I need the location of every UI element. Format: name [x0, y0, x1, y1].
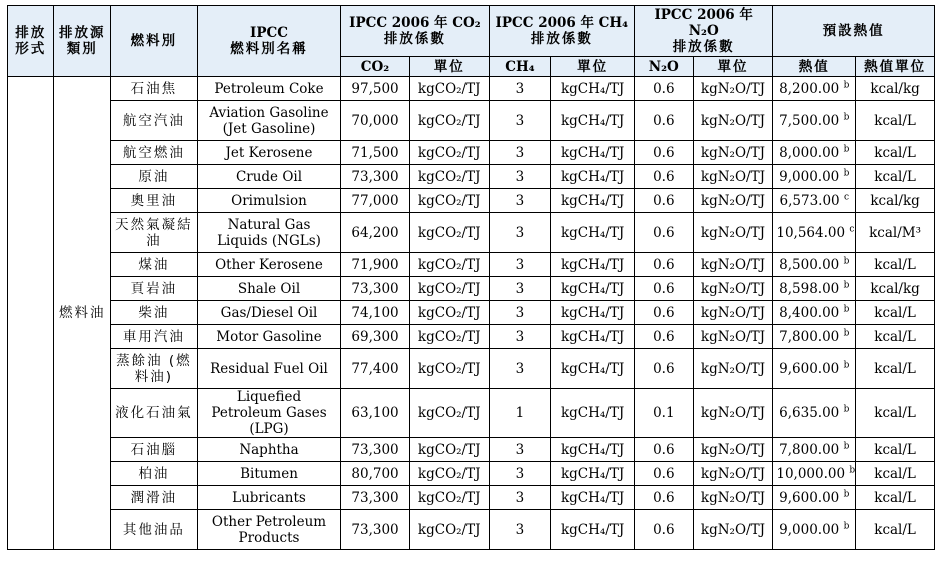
heat-value: 8,400.00: [779, 304, 840, 321]
heat-value-cell: [773, 277, 856, 301]
header-co2: CO₂: [341, 57, 410, 77]
co2-unit-cell: kgCO₂/TJ: [409, 462, 489, 486]
n2o-value-cell: 0.6: [635, 101, 694, 141]
heat-note: c: [849, 224, 855, 234]
n2o-unit-cell: kgN₂O/TJ: [693, 301, 773, 325]
heat-value: 8,500.00: [779, 256, 840, 273]
heat-value: 8,598.00: [779, 280, 840, 297]
header-ch4-group-line2: 排放係數: [530, 31, 593, 47]
ch4-unit-cell: kgCH₄/TJ: [551, 389, 635, 438]
heat-value: 9,600.00: [779, 360, 840, 377]
heat-note: b: [843, 80, 850, 90]
co2-value-cell: 80,700: [341, 462, 410, 486]
ch4-unit-cell: kgCH₄/TJ: [551, 277, 635, 301]
fuel-en-cell: Shale Oil: [197, 277, 340, 301]
table-row: [8, 510, 935, 550]
heat-note: b: [843, 441, 850, 451]
header-heat-group: 預設熱值: [773, 6, 935, 57]
header-n2o-group-line2: 排放係數: [672, 39, 735, 55]
co2-unit-cell: kgCO₂/TJ: [409, 77, 489, 101]
fuel-en-cell: Liquefied Petroleum Gases (LPG): [197, 389, 340, 438]
fuel-en-cell: Aviation Gasoline (Jet Gasoline): [197, 101, 340, 141]
co2-unit-cell: kgCO₂/TJ: [409, 325, 489, 349]
heat-note: b: [843, 280, 850, 290]
n2o-value-cell: 0.6: [635, 349, 694, 389]
n2o-unit-cell: kgN₂O/TJ: [693, 438, 773, 462]
table-row: [8, 301, 935, 325]
header-n2o-unit: 單位: [693, 57, 773, 77]
heat-value: 8,200.00: [779, 80, 840, 97]
heat-unit-cell: kcal/kg: [856, 277, 935, 301]
source-category-cell: 燃料油: [54, 77, 111, 550]
n2o-value-cell: 0.6: [635, 438, 694, 462]
fuel-en-cell: Crude Oil: [197, 165, 340, 189]
heat-value: 6,635.00: [779, 405, 840, 421]
heat-unit-cell: kcal/L: [856, 301, 935, 325]
heat-unit-cell: kcal/L: [856, 438, 935, 462]
table-row: [8, 462, 935, 486]
heat-value-cell: [773, 510, 856, 550]
n2o-unit-cell: kgN₂O/TJ: [693, 389, 773, 438]
heat-note: b: [843, 360, 850, 370]
header-fuel: 燃料別: [110, 6, 197, 77]
co2-value-cell: 97,500: [341, 77, 410, 101]
ch4-value-cell: 3: [489, 253, 551, 277]
ch4-unit-cell: kgCH₄/TJ: [551, 189, 635, 213]
heat-unit-cell: kcal/kg: [856, 189, 935, 213]
table-row: [8, 189, 935, 213]
header-ch4-group-line1: IPCC 2006 年 CH₄: [495, 15, 629, 31]
ch4-unit-cell: kgCH₄/TJ: [551, 462, 635, 486]
fuel-zh-cell: 其他油品: [110, 510, 197, 550]
ch4-value-cell: 3: [489, 213, 551, 253]
heat-value: 8,000.00: [779, 144, 840, 161]
n2o-value-cell: 0.1: [635, 389, 694, 438]
fuel-zh-cell: 天然氣凝結油: [110, 213, 197, 253]
n2o-value-cell: 0.6: [635, 277, 694, 301]
heat-note: b: [843, 328, 850, 338]
co2-value-cell: 73,300: [341, 486, 410, 510]
ch4-value-cell: 1: [489, 389, 551, 438]
table-body: [8, 77, 935, 550]
header-n2o-group-line1: IPCC 2006 年 N₂O: [654, 7, 753, 39]
fuel-zh-cell: 車用汽油: [110, 325, 197, 349]
header-source-category: 排放源類別: [54, 6, 111, 77]
ch4-value-cell: 3: [489, 486, 551, 510]
co2-unit-cell: kgCO₂/TJ: [409, 101, 489, 141]
heat-value-cell: [773, 349, 856, 389]
fuel-zh-cell: 石油腦: [110, 438, 197, 462]
table-row: [8, 213, 935, 253]
co2-unit-cell: kgCO₂/TJ: [409, 389, 489, 438]
co2-unit-cell: kgCO₂/TJ: [409, 349, 489, 389]
heat-value-cell: [773, 301, 856, 325]
ch4-unit-cell: kgCH₄/TJ: [551, 301, 635, 325]
co2-unit-cell: kgCO₂/TJ: [409, 213, 489, 253]
heat-value: 6,573.00: [779, 192, 840, 209]
heat-note: b: [849, 465, 856, 475]
n2o-value-cell: 0.6: [635, 213, 694, 253]
fuel-zh-cell: 奧里油: [110, 189, 197, 213]
header-ch4: CH₄: [489, 57, 551, 77]
heat-unit-cell: kcal/L: [856, 101, 935, 141]
ch4-unit-cell: kgCH₄/TJ: [551, 510, 635, 550]
header-ch4-group: [489, 6, 634, 57]
heat-value-cell: [773, 165, 856, 189]
heat-note: b: [843, 256, 850, 266]
co2-unit-cell: kgCO₂/TJ: [409, 510, 489, 550]
form-cell: [8, 77, 54, 550]
fuel-zh-cell: 柏油: [110, 462, 197, 486]
ch4-value-cell: 3: [489, 349, 551, 389]
n2o-unit-cell: kgN₂O/TJ: [693, 277, 773, 301]
ch4-unit-cell: kgCH₄/TJ: [551, 141, 635, 165]
ch4-value-cell: 3: [489, 462, 551, 486]
fuel-zh-cell: 航空汽油: [110, 101, 197, 141]
co2-value-cell: 73,300: [341, 277, 410, 301]
co2-unit-cell: kgCO₂/TJ: [409, 301, 489, 325]
fuel-en-cell: Gas/Diesel Oil: [197, 301, 340, 325]
co2-unit-cell: kgCO₂/TJ: [409, 486, 489, 510]
header-co2-unit: 單位: [409, 57, 489, 77]
fuel-zh-cell: 原油: [110, 165, 197, 189]
ch4-unit-cell: kgCH₄/TJ: [551, 101, 635, 141]
ch4-value-cell: 3: [489, 101, 551, 141]
co2-value-cell: 71,500: [341, 141, 410, 165]
ch4-unit-cell: kgCH₄/TJ: [551, 325, 635, 349]
heat-value: 9,000.00: [779, 521, 840, 538]
header-ipcc-name-line1: IPCC: [250, 25, 288, 41]
ch4-unit-cell: kgCH₄/TJ: [551, 486, 635, 510]
heat-value: 9,600.00: [779, 489, 840, 506]
heat-note: b: [843, 144, 850, 154]
heat-note: b: [843, 304, 850, 314]
n2o-unit-cell: kgN₂O/TJ: [693, 165, 773, 189]
co2-value-cell: 73,300: [341, 510, 410, 550]
n2o-unit-cell: kgN₂O/TJ: [693, 253, 773, 277]
n2o-value-cell: 0.6: [635, 189, 694, 213]
co2-value-cell: 69,300: [341, 325, 410, 349]
co2-value-cell: 71,900: [341, 253, 410, 277]
ch4-value-cell: 3: [489, 165, 551, 189]
header-ipcc-name: [197, 6, 340, 77]
ch4-value-cell: 3: [489, 325, 551, 349]
table-row: [8, 253, 935, 277]
ch4-unit-cell: kgCH₄/TJ: [551, 213, 635, 253]
table-row: [8, 486, 935, 510]
fuel-en-cell: Residual Fuel Oil: [197, 349, 340, 389]
n2o-unit-cell: kgN₂O/TJ: [693, 77, 773, 101]
header-co2-group-line1: IPCC 2006 年 CO₂: [349, 15, 481, 31]
heat-note: b: [843, 489, 850, 499]
heat-unit-cell: kcal/L: [856, 349, 935, 389]
co2-value-cell: 74,100: [341, 301, 410, 325]
ch4-value-cell: 3: [489, 277, 551, 301]
co2-unit-cell: kgCO₂/TJ: [409, 253, 489, 277]
co2-value-cell: 63,100: [341, 389, 410, 438]
header-n2o: N₂O: [635, 57, 694, 77]
table-row: [8, 389, 935, 438]
table-row: [8, 325, 935, 349]
ch4-value-cell: 3: [489, 77, 551, 101]
n2o-unit-cell: kgN₂O/TJ: [693, 462, 773, 486]
ch4-unit-cell: kgCH₄/TJ: [551, 165, 635, 189]
n2o-unit-cell: kgN₂O/TJ: [693, 349, 773, 389]
header-ch4-unit: 單位: [551, 57, 635, 77]
header-co2-group: [341, 6, 489, 57]
co2-unit-cell: kgCO₂/TJ: [409, 141, 489, 165]
n2o-value-cell: 0.6: [635, 301, 694, 325]
n2o-unit-cell: kgN₂O/TJ: [693, 189, 773, 213]
fuel-zh-cell: 液化石油氣: [110, 389, 197, 438]
n2o-unit-cell: kgN₂O/TJ: [693, 141, 773, 165]
header-ipcc-name-line2: 燃料別名稱: [230, 41, 308, 57]
heat-value-cell: [773, 438, 856, 462]
heat-unit-cell: kcal/L: [856, 486, 935, 510]
header-form: 排放形式: [8, 6, 54, 77]
ch4-unit-cell: kgCH₄/TJ: [551, 349, 635, 389]
co2-value-cell: 77,400: [341, 349, 410, 389]
heat-unit-cell: kcal/L: [856, 141, 935, 165]
fuel-en-cell: Other Kerosene: [197, 253, 340, 277]
fuel-zh-cell: 航空燃油: [110, 141, 197, 165]
heat-value: 10,000.00: [776, 465, 846, 482]
heat-value-cell: [773, 486, 856, 510]
fuel-zh-cell: 柴油: [110, 301, 197, 325]
heat-value-cell: [773, 77, 856, 101]
fuel-zh-cell: 石油焦: [110, 77, 197, 101]
fuel-en-cell: Orimulsion: [197, 189, 340, 213]
table-row: [8, 438, 935, 462]
fuel-en-cell: Other Petroleum Products: [197, 510, 340, 550]
co2-value-cell: 64,200: [341, 213, 410, 253]
ch4-value-cell: 3: [489, 141, 551, 165]
ch4-value-cell: 3: [489, 189, 551, 213]
n2o-value-cell: 0.6: [635, 325, 694, 349]
n2o-value-cell: 0.6: [635, 253, 694, 277]
co2-unit-cell: kgCO₂/TJ: [409, 165, 489, 189]
heat-unit-cell: kcal/L: [856, 253, 935, 277]
heat-note: b: [843, 168, 850, 178]
fuel-zh-cell: 潤滑油: [110, 486, 197, 510]
n2o-value-cell: 0.6: [635, 462, 694, 486]
heat-value: 7,800.00: [779, 328, 840, 345]
table-row: [8, 165, 935, 189]
n2o-unit-cell: kgN₂O/TJ: [693, 486, 773, 510]
co2-unit-cell: kgCO₂/TJ: [409, 277, 489, 301]
heat-value: 7,500.00: [779, 112, 840, 129]
heat-value-cell: [773, 253, 856, 277]
fuel-zh-cell: 蒸餘油 (燃料油): [110, 349, 197, 389]
emission-factor-table: [7, 5, 935, 550]
heat-note: b: [843, 404, 850, 415]
table-row: [8, 77, 935, 101]
fuel-en-cell: Naphtha: [197, 438, 340, 462]
heat-unit-cell: kcal/L: [856, 510, 935, 550]
n2o-value-cell: 0.6: [635, 141, 694, 165]
heat-unit-cell: kcal/L: [856, 165, 935, 189]
heat-value-cell: [773, 101, 856, 141]
n2o-value-cell: 0.6: [635, 510, 694, 550]
heat-value: 9,000.00: [779, 168, 840, 185]
ch4-unit-cell: kgCH₄/TJ: [551, 253, 635, 277]
fuel-zh-cell: 頁岩油: [110, 277, 197, 301]
fuel-en-cell: Bitumen: [197, 462, 340, 486]
heat-unit-cell: kcal/L: [856, 325, 935, 349]
n2o-value-cell: 0.6: [635, 165, 694, 189]
fuel-en-cell: Motor Gasoline: [197, 325, 340, 349]
fuel-en-cell: Jet Kerosene: [197, 141, 340, 165]
header-co2-group-line2: 排放係數: [383, 31, 446, 47]
fuel-zh-cell: 煤油: [110, 253, 197, 277]
co2-value-cell: 70,000: [341, 101, 410, 141]
co2-unit-cell: kgCO₂/TJ: [409, 189, 489, 213]
table-row: [8, 277, 935, 301]
heat-unit-cell: kcal/L: [856, 462, 935, 486]
heat-value: 7,800.00: [779, 441, 840, 458]
n2o-unit-cell: kgN₂O/TJ: [693, 213, 773, 253]
ch4-unit-cell: kgCH₄/TJ: [551, 438, 635, 462]
co2-unit-cell: kgCO₂/TJ: [409, 438, 489, 462]
heat-value-cell: [773, 141, 856, 165]
fuel-en-cell: Lubricants: [197, 486, 340, 510]
heat-value: 10,564.00: [776, 224, 846, 241]
heat-value-cell: [773, 189, 856, 213]
co2-value-cell: 77,000: [341, 189, 410, 213]
table-row: [8, 349, 935, 389]
header-heat: 熱值: [773, 57, 856, 77]
n2o-unit-cell: kgN₂O/TJ: [693, 510, 773, 550]
heat-value-cell: [773, 462, 856, 486]
heat-value-cell: [773, 213, 856, 253]
co2-value-cell: 73,300: [341, 165, 410, 189]
n2o-value-cell: 0.6: [635, 77, 694, 101]
ch4-unit-cell: kgCH₄/TJ: [551, 77, 635, 101]
table-row: [8, 101, 935, 141]
heat-unit-cell: kcal/M³: [856, 213, 935, 253]
heat-note: b: [843, 112, 850, 122]
header-heat-unit: 熱值單位: [856, 57, 935, 77]
header-n2o-group: [635, 6, 773, 57]
heat-unit-cell: kcal/kg: [856, 77, 935, 101]
n2o-unit-cell: kgN₂O/TJ: [693, 101, 773, 141]
ch4-value-cell: 3: [489, 510, 551, 550]
fuel-en-cell: Natural Gas Liquids (NGLs): [197, 213, 340, 253]
n2o-unit-cell: kgN₂O/TJ: [693, 325, 773, 349]
heat-value-cell: [773, 325, 856, 349]
heat-unit-cell: kcal/L: [856, 389, 935, 438]
co2-value-cell: 73,300: [341, 438, 410, 462]
ch4-value-cell: 3: [489, 301, 551, 325]
n2o-value-cell: 0.6: [635, 486, 694, 510]
heat-value-cell: [773, 389, 856, 438]
ch4-value-cell: 3: [489, 438, 551, 462]
heat-note: b: [843, 521, 850, 531]
fuel-en-cell: Petroleum Coke: [197, 77, 340, 101]
table-row: [8, 141, 935, 165]
heat-note: c: [843, 192, 849, 202]
